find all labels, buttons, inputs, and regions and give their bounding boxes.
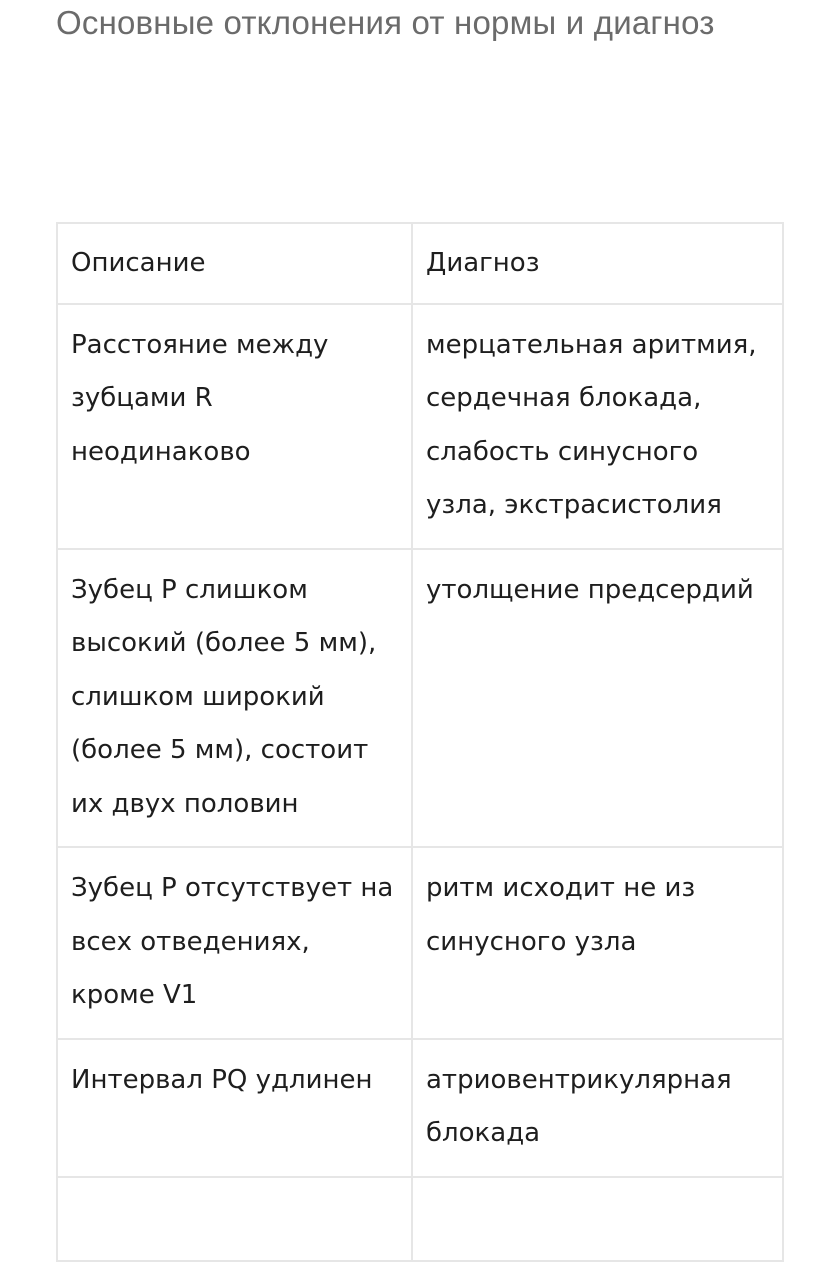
deviations-table-container — [56, 222, 780, 1262]
description-cell: Интервал PQ удлинен — [57, 1039, 412, 1177]
description-cell: Зубец P отсутствует на всех отведениях, кроме V1 — [57, 847, 412, 1039]
table-row — [57, 1039, 783, 1177]
diagnosis-cell: утолщение предсердий — [412, 549, 783, 848]
table-row — [57, 847, 783, 1039]
description-cell-empty — [57, 1177, 412, 1262]
description-cell: Расстояние между зубцами R неодинаково — [57, 304, 412, 549]
header-description: Описание — [57, 223, 412, 304]
deviations-table — [56, 222, 784, 1262]
diagnosis-cell: ритм исходит не из синусного узла — [412, 847, 783, 1039]
description-cell: Зубец P слишком высокий (более 5 мм), слишком широкий (более 5 мм), состоит их двух половин — [57, 549, 412, 848]
diagnosis-cell: мерцательная аритмия, сердечная блокада, слабость синусного узла, экстрасистолия — [412, 304, 783, 549]
table-row — [57, 304, 783, 549]
table-row-partial — [57, 1177, 783, 1262]
table-row — [57, 549, 783, 848]
table-header-row — [57, 223, 783, 304]
section-heading: Основные отклонения от нормы и диагноз — [56, 4, 715, 41]
diagnosis-cell: атриовентрикулярная блокада — [412, 1039, 783, 1177]
diagnosis-cell-empty — [412, 1177, 783, 1262]
header-diagnosis: Диагноз — [412, 223, 783, 304]
